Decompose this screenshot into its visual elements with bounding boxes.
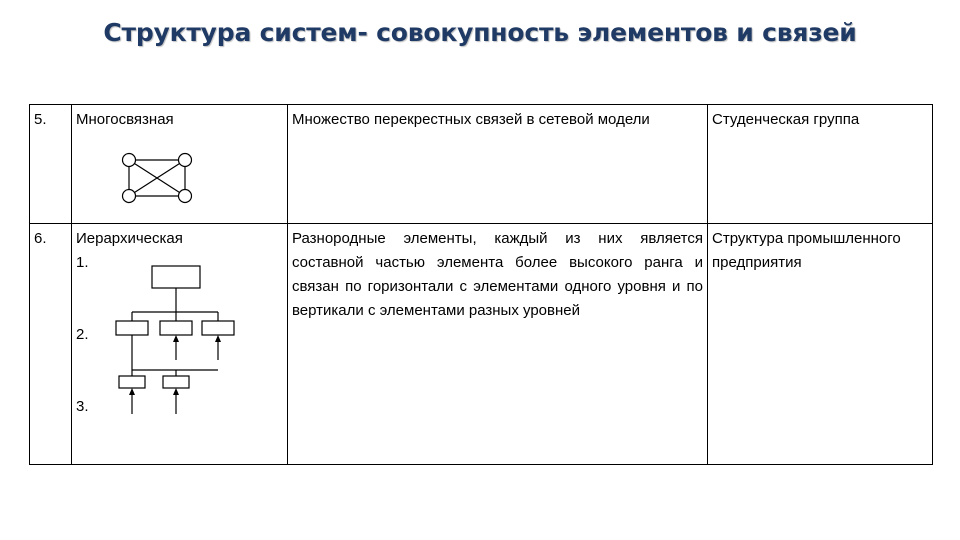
- type-cell: [72, 105, 288, 224]
- level-3-label: 3.: [76, 398, 89, 415]
- level-2-label: 2.: [76, 326, 89, 343]
- description-cell: Разнородные элементы, каждый из них является составной частью элемента более высокого ранга и связан по горизонтали с элементами одного уровня и по вертикали с элементами разных уровней: [288, 224, 708, 465]
- table-row: [30, 105, 933, 224]
- row-number: 5.: [30, 105, 72, 224]
- type-label: Иерархическая: [76, 230, 183, 247]
- type-label: Многосвязная: [76, 111, 174, 128]
- type-cell: [72, 224, 288, 465]
- example-cell: Структура промышленного предприятия: [708, 224, 933, 465]
- row-number: 6.: [30, 224, 72, 465]
- hierarchy-diagram: [112, 264, 242, 424]
- level-1-label: 1.: [76, 254, 89, 271]
- table-row: [30, 224, 933, 465]
- multiconnected-diagram: [122, 153, 192, 203]
- slide-title: Структура систем- совокупность элементов и связей: [103, 18, 857, 47]
- example-cell: Студенческая группа: [708, 105, 933, 224]
- structure-table: [29, 104, 933, 465]
- description-cell: Множество перекрестных связей в сетевой модели: [288, 105, 708, 224]
